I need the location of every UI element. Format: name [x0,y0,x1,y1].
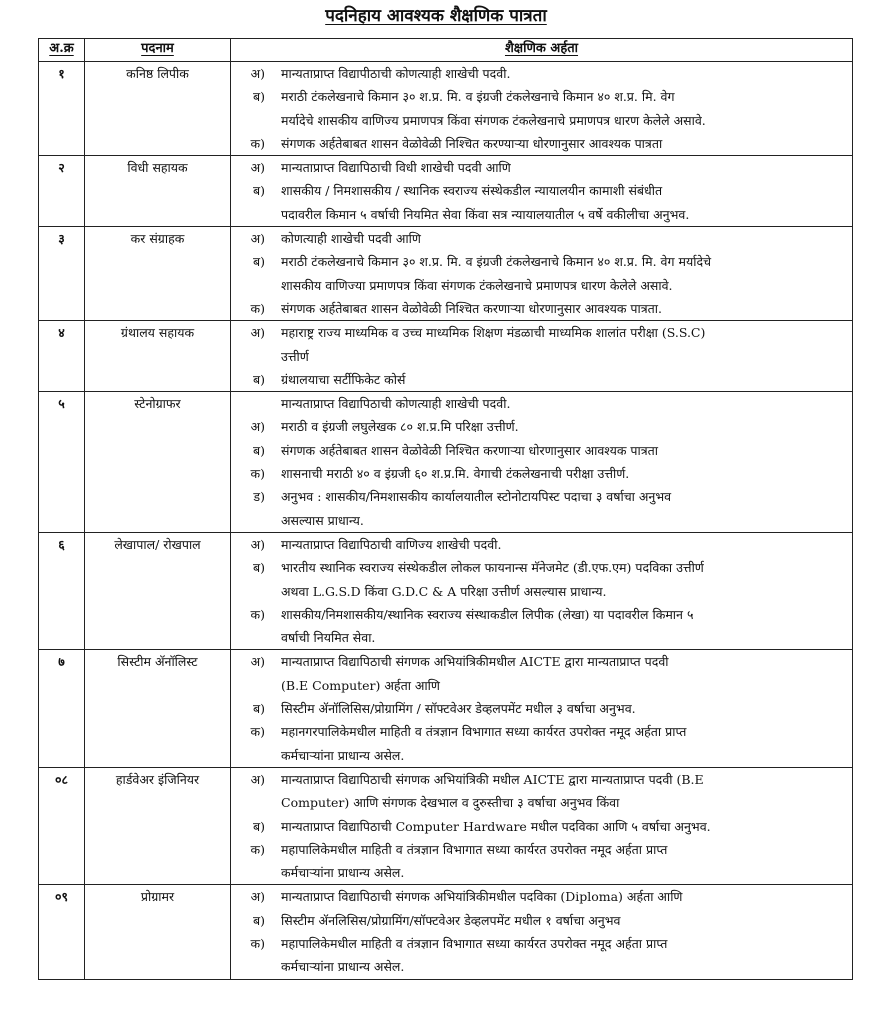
table-header-row [39,39,853,62]
row-qualification [231,767,853,884]
qualification-line [231,533,852,556]
qualification-line [231,462,852,485]
row-post-name: प्रोग्रामर [85,885,231,979]
qualification-text: मान्यताप्राप्त विद्यापिठाची संगणक अभियांत्रिकी मधील AICTE द्वारा मान्यताप्राप्त पदवी (B.E [281,771,704,787]
qualification-marker: अ) [250,231,265,247]
qualification-marker: क) [250,724,265,740]
row-post-name: स्टेनोग्राफर [85,392,231,533]
qualification-text: असल्यास प्राधान्य. [281,512,364,528]
qualification-line [231,556,852,579]
qualification-text: मान्यताप्राप्त विद्यापिठाची Computer Hardware मधील पदविका आणि ५ वर्षाचा अनुभव. [281,818,711,834]
qualification-text: (B.E Computer) अर्हता आणि [281,677,440,693]
qualification-line [231,392,852,415]
qualification-line [231,720,852,743]
qualification-line [231,815,852,838]
qualification-text: कर्मचाऱ्यांना प्राधान्य असेल. [281,747,405,763]
qualification-marker: क) [250,841,265,857]
qualification-text: मान्यताप्राप्त विद्यापिठाची संगणक अभियांत्रिकीमधील AICTE द्वारा मान्यताप्राप्त पदवी [281,654,669,670]
qualification-marker: ब) [252,701,265,717]
qualification-line [231,321,852,344]
qualification-marker: क) [250,135,265,151]
qualification-marker: अ) [250,325,265,341]
qualification-line [231,955,852,978]
qualification-marker: ब) [252,442,265,458]
table-row [39,62,853,156]
qualification-text: संगणक अर्हतेबाबत शासन वेळोवेळी निश्चित करणाऱ्या धोरणानुसार आवश्यक पात्रता. [281,300,662,316]
qualification-marker: ब) [252,560,265,576]
header-qualification: शैक्षणिक अर्हता [231,39,853,62]
row-post-name: लेखापाल/ रोखपाल [85,532,231,649]
qualification-text: मान्यताप्राप्त विद्यापिठाची विधी शाखेची पदवी आणि [281,160,511,176]
qualification-line [231,932,852,955]
qualification-line [231,838,852,861]
qualification-marker: अ) [250,771,265,787]
row-qualification [231,532,853,649]
qualification-line [231,132,852,155]
qualification-line [231,368,852,391]
qualification-line [231,650,852,673]
qualification-text: शासकीय वाणिज्या प्रमाणपत्र किंवा संगणक टंकलेखनाचे प्रमाणपत्र धारण केलेले असावे. [281,277,673,293]
qualification-line [231,580,852,603]
qualification-line [231,603,852,626]
row-post-name: कर संग्राहक [85,227,231,321]
qualification-marker: ब) [252,912,265,928]
qualification-marker: ब) [252,254,265,270]
table-row [39,650,853,767]
qualification-marker: अ) [250,889,265,905]
row-serial-number: १ [39,62,85,156]
row-qualification [231,392,853,533]
qualification-marker: क) [250,300,265,316]
row-post-name: विधी सहायक [85,156,231,227]
header-post: पदनाम [85,39,231,62]
table-row [39,885,853,979]
qualification-marker: अ) [250,419,265,435]
qualification-text: महापालिकेमधील माहिती व तंत्रज्ञान विभागात सध्या कार्यरत उपरोक्त नमूद अर्हता प्राप्त [281,841,668,857]
qualification-line [231,274,852,297]
qualification-text: भारतीय स्थानिक स्वराज्य संस्थेकडील लोकल फायनान्स मॅनेजमेट (डी.एफ.एम) पदविका उत्तीर्ण [281,560,704,576]
row-qualification [231,227,853,321]
row-qualification [231,62,853,156]
qualification-marker: ब) [252,183,265,199]
qualification-text: अनुभव : शासकीय/निमशासकीय कार्यालयातील स्टोनोटायपिस्ट पदाचा ३ वर्षाचा अनुभव [281,489,672,505]
qualification-marker: अ) [250,536,265,552]
qualification-marker: ड) [253,489,265,505]
row-serial-number: ०८ [39,767,85,884]
row-post-name: हार्डवेअर इंजिनियर [85,767,231,884]
qualification-text: पदावरील किमान ५ वर्षाची नियमित सेवा किंवा सत्र न्यायालयातील ५ वर्षे वकीलीचा अनुभव. [281,206,690,222]
qualification-text: ग्रंथालयाचा सर्टीफिकेट कोर्स [281,371,406,387]
qualification-marker: अ) [250,160,265,176]
qualification-line [231,909,852,932]
qualification-line [231,626,852,649]
header-serial: अ.क्र [39,39,85,62]
qualification-line [231,297,852,320]
qualification-marker: ब) [252,371,265,387]
row-qualification [231,321,853,392]
table-row [39,767,853,884]
qualification-line [231,62,852,85]
qualification-line [231,674,852,697]
table-row [39,392,853,533]
row-serial-number: ०९ [39,885,85,979]
qualification-text: शासकीय/निमशासकीय/स्थानिक स्वराज्य संस्थाकडील लिपीक (लेखा) या पदावरील किमान ५ [281,606,694,622]
page-title-text: पदनिहाय आवश्यक शैक्षणिक पात्रता [325,6,547,26]
qualification-text: मराठी टंकलेखनाचे किमान ३० श.प्र. मि. व इंग्रजी टंकलेखनाचे किमान ४० श.प्र. मि. वेग [281,89,675,105]
qualification-text: मान्यताप्राप्त विद्यापिठाची वाणिज्य शाखेची पदवी. [281,536,502,552]
qualification-line [231,485,852,508]
row-post-name: सिस्टीम ॲनॉलिस्ट [85,650,231,767]
qualifications-table [38,38,853,980]
qualification-marker: ब) [252,818,265,834]
qualification-text: महापालिकेमधील माहिती व तंत्रज्ञान विभागात सध्या कार्यरत उपरोक्त नमूद अर्हता प्राप्त [281,935,668,951]
table-row [39,321,853,392]
qualification-text: उत्तीर्ण [281,348,309,364]
qualification-text: महानगरपालिकेमधील माहिती व तंत्रज्ञान विभागात सध्या कार्यरत उपरोक्त नमूद अर्हता प्राप्त [281,724,687,740]
table-row [39,227,853,321]
qualification-line [231,697,852,720]
qualification-text: कोणत्याही शाखेची पदवी आणि [281,231,421,247]
qualification-text: शासकीय / निमशासकीय / स्थानिक स्वराज्य संस्थेकडील न्यायालयीन कामाशी संबंधीत [281,183,663,199]
row-serial-number: ६ [39,532,85,649]
qualification-line [231,791,852,814]
qualification-text: संगणक अर्हतेबाबत शासन वेळोवेळी निश्चित करण्याऱ्या धोरणानुसार आवश्यक पात्रता [281,135,663,151]
qualification-text: मान्यताप्राप्त विद्यापीठाची कोणत्याही शाखेची पदवी. [281,66,511,81]
qualification-marker: क) [250,606,265,622]
row-post-name: ग्रंथालय सहायक [85,321,231,392]
qualification-line [231,85,852,108]
row-serial-number: ४ [39,321,85,392]
qualification-marker: क) [250,466,265,482]
qualification-line [231,250,852,273]
qualification-line [231,179,852,202]
qualification-line [231,415,852,438]
qualification-text: कर्मचाऱ्यांना प्राधान्य असेल. [281,865,405,881]
qualification-line [231,203,852,226]
row-serial-number: ३ [39,227,85,321]
qualification-line [231,768,852,791]
qualification-text: सिस्टीम ॲनॉलिसिस/प्रोग्रामिंग / सॉफ्टवेअर डेव्हलपमेंट मधील ३ वर्षाचा अनुभव. [281,701,636,717]
qualification-line [231,227,852,250]
row-serial-number: ७ [39,650,85,767]
qualification-line [231,439,852,462]
table-row [39,156,853,227]
qualification-marker: अ) [250,654,265,670]
qualification-text: Computer) आणि संगणक देखभाल व दुरुस्तीचा ३ वर्षाचा अनुभव किंवा [281,795,620,811]
qualification-marker: क) [250,935,265,951]
qualification-marker: ब) [252,89,265,105]
qualification-line [231,744,852,767]
qualification-text: मर्यादेचे शासकीय वाणिज्य प्रमाणपत्र किंवा संगणक टंकलेखनाचे प्रमाणपत्र धारण केलेले असावे. [281,112,706,128]
qualification-text: कर्मचाऱ्यांना प्राधान्य असेल. [281,959,405,975]
row-serial-number: २ [39,156,85,227]
qualification-text: संगणक अर्हतेबाबत शासन वेळोवेळी निश्चित करणाऱ्या धोरणानुसार आवश्यक पात्रता [281,442,659,458]
table-body [39,62,853,980]
qualification-text: मान्यताप्राप्त विद्यापिठाची कोणत्याही शाखेची पदवी. [281,396,511,412]
qualification-marker: अ) [250,66,265,81]
row-qualification [231,885,853,979]
qualification-text: मराठी व इंग्रजी लघुलेखक ८० श.प्र.मि परिक्षा उत्तीर्ण. [281,419,519,435]
qualification-line [231,345,852,368]
row-qualification [231,156,853,227]
table-row [39,532,853,649]
qualification-text: मराठी टंकलेखनाचे किमान ३० श.प्र. मि. व इंग्रजी टंकलेखनाचे किमान ४० श.प्र. मि. वेग मर्यादेचे [281,254,712,270]
qualification-line [231,885,852,908]
qualification-text: मान्यताप्राप्त विद्यापिठाची संगणक अभियांत्रिकीमधील पदविका (Diploma) अर्हता आणि [281,889,683,905]
qualification-line [231,509,852,532]
qualification-line [231,861,852,884]
row-qualification [231,650,853,767]
qualification-text: सिस्टीम ॲनलिसिस/प्रोग्रामिंग/सॉफ्टवेअर डेव्हलपमेंट मधील १ वर्षाचा अनुभव [281,912,621,928]
row-post-name: कनिष्ठ लिपीक [85,62,231,156]
row-serial-number: ५ [39,392,85,533]
qualification-text: वर्षाची नियमित सेवा. [281,630,376,646]
qualification-line [231,109,852,132]
page-title [0,6,872,26]
qualification-text: शासनाची मराठी ४० व इंग्रजी ६० श.प्र.मि. वेगाची टंकलेखनाची परीक्षा उत्तीर्ण. [281,466,630,482]
qualification-text: महाराष्ट्र राज्य माध्यमिक व उच्च माध्यमिक शिक्षण मंडळाची माध्यमिक शालांत परीक्षा (S.S.C) [281,325,706,341]
qualification-text: अथवा L.G.S.D किंवा G.D.C & A परिक्षा उत्तीर्ण असल्यास प्राधान्य. [281,583,607,599]
qualification-line [231,156,852,179]
